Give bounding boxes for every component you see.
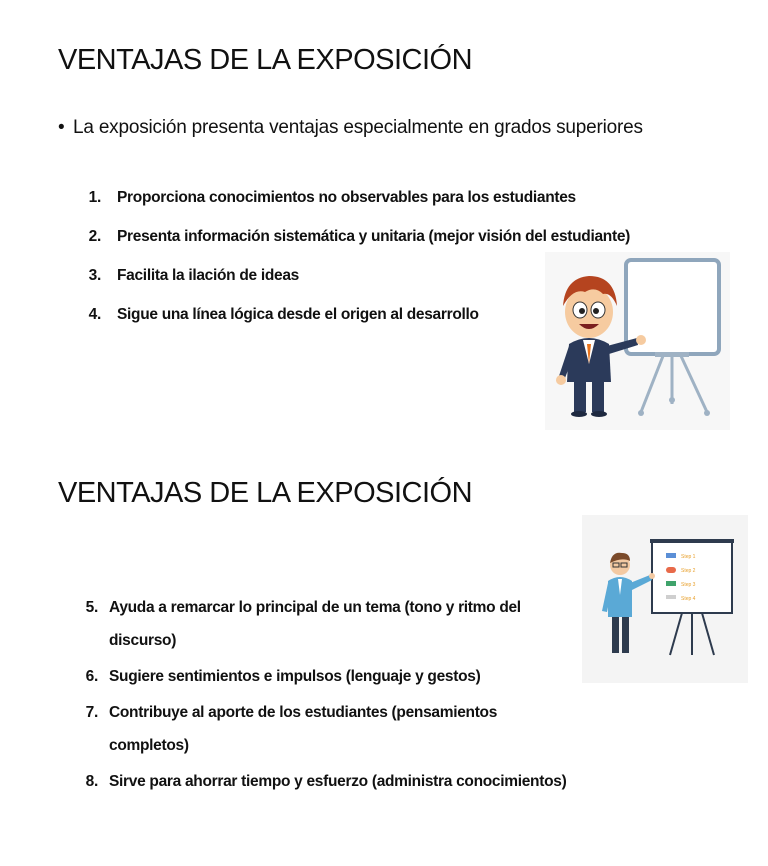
slide-title: VENTAJAS DE LA EXPOSICIÓN: [58, 477, 473, 509]
list-item-text: Presenta información sistemática y unitaria (mejor visión del estudiante): [117, 228, 631, 245]
numbered-list: [85, 591, 579, 801]
list-number: 4.: [88, 306, 101, 323]
list-item: [85, 765, 579, 798]
list-item-text: Sirve para ahorrar tiempo y esfuerzo (administra conocimientos): [109, 773, 567, 790]
flipchart-row-label: Step 2: [681, 568, 696, 574]
slide-title: VENTAJAS DE LA EXPOSICIÓN: [58, 44, 473, 76]
flipchart-row-label: Step 4: [681, 596, 696, 602]
list-item-text: Facilita la ilación de ideas: [117, 267, 299, 284]
slide-2: [0, 433, 768, 866]
list-item-text: Contribuye al aporte de los estudiantes (pensamientos completos): [109, 704, 498, 754]
list-number: 6.: [85, 668, 98, 685]
list-item-text: Ayuda a remarcar lo principal de un tema (tono y ritmo del discurso): [109, 599, 521, 649]
list-item: [85, 660, 579, 693]
presenter-illustration: [582, 515, 748, 683]
bullet-icon: •: [58, 117, 65, 138]
list-number: 3.: [88, 267, 101, 284]
list-item: [88, 188, 630, 227]
bullet-point: [58, 117, 643, 139]
list-item-text: Sigue una línea lógica desde el origen al desarrollo: [117, 306, 479, 323]
presenter-flipchart-icon: [582, 515, 748, 683]
list-item-text: Sugiere sentimientos e impulsos (lenguaje y gestos): [109, 668, 481, 685]
list-number: 2.: [88, 228, 101, 245]
teacher-illustration: [545, 252, 730, 430]
flipchart-row-label: Step 3: [681, 582, 696, 588]
list-number: 8.: [85, 773, 98, 790]
list-item-text: Proporciona conocimientos no observables para los estudiantes: [117, 189, 576, 206]
list-number: 7.: [85, 704, 98, 721]
list-item: [85, 591, 579, 657]
list-item: [85, 696, 579, 762]
list-number: 5.: [85, 599, 98, 616]
teacher-whiteboard-icon: [545, 252, 730, 430]
bullet-text: La exposición presenta ventajas especialmente en grados superiores: [73, 117, 643, 138]
list-number: 1.: [88, 189, 101, 206]
flipchart-row-label: Step 1: [681, 554, 696, 560]
slide-1: [0, 0, 768, 432]
